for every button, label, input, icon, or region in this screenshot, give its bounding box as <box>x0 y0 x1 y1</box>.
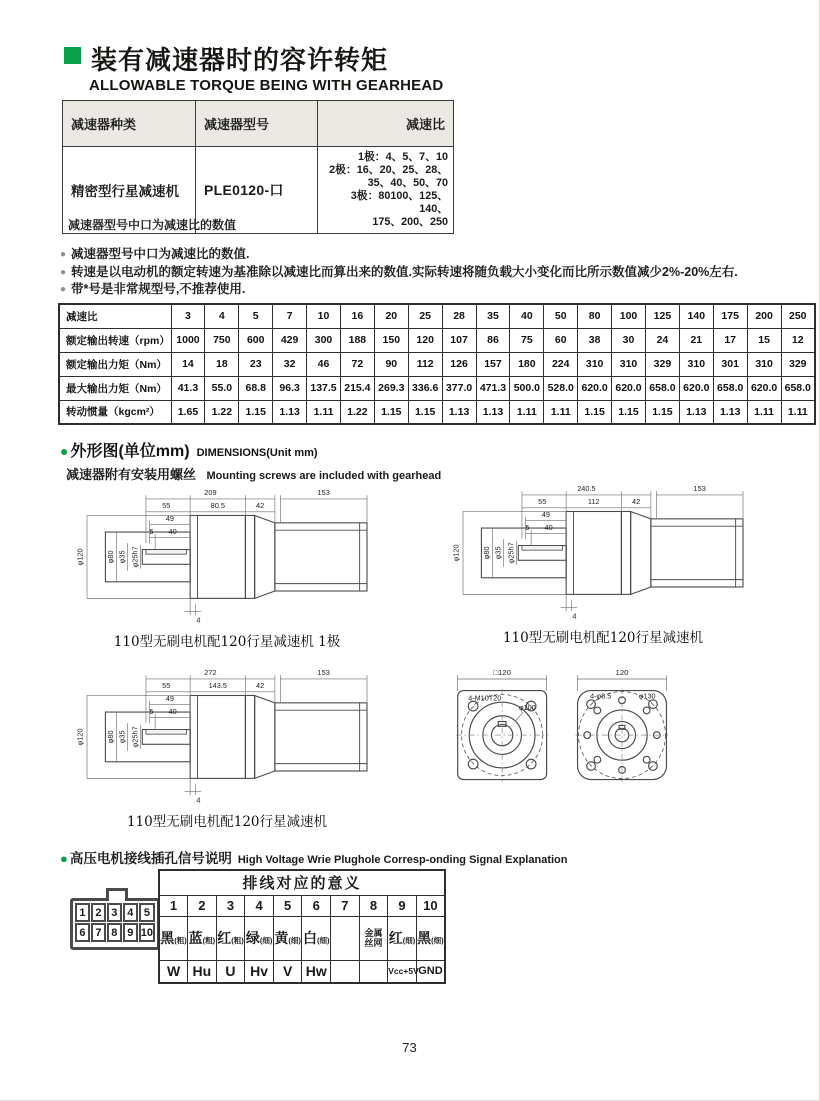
spec-cell: 18 <box>205 352 239 376</box>
dim-dia-boss: φ80 <box>105 730 115 744</box>
wiring-wire-thickness: (细) <box>259 936 273 945</box>
dim-total: 240.5 <box>577 484 596 494</box>
dim-e: 5 <box>149 526 154 536</box>
dimensions-sub-en: Mounting screws are included with gearhead <box>206 470 442 482</box>
ratio-line: 1极：4、5、7、10 <box>357 151 448 163</box>
drawing-2-caption: 110型无刷电机配120行星减速机 <box>502 630 704 646</box>
page-title: 装有减速器时的容许转矩 <box>91 45 389 75</box>
wiring-pin-number: 4 <box>245 895 274 916</box>
bullet-icon: ● <box>60 284 67 295</box>
dim-f: 40 <box>544 522 553 532</box>
spec-cell: 336.6 <box>408 376 442 400</box>
notes-list <box>60 246 738 299</box>
wiring-wire-color-text: 白 <box>303 930 318 946</box>
spec-cell: 21 <box>679 328 713 352</box>
spec-table-row <box>59 376 815 400</box>
connector-pin: 3 <box>107 903 122 922</box>
spec-cell: 658.0 <box>645 376 679 400</box>
drawing-3-caption: 110型无刷电机配120行星减速机 <box>126 814 328 830</box>
page-title-en: ALLOWABLE TORQUE BEING WITH GEARHEAD <box>89 77 444 94</box>
spec-cell: 329 <box>781 352 815 376</box>
wiring-pin-number-row <box>159 895 445 916</box>
dim-c: 42 <box>256 681 265 691</box>
spec-cell: 1.15 <box>612 400 646 424</box>
spec-table <box>58 303 816 425</box>
wiring-pin-number: 7 <box>331 895 360 916</box>
dim-total: 209 <box>204 488 217 498</box>
flange-front-views <box>438 650 690 795</box>
dim-f: 40 <box>168 706 177 716</box>
spec-cell: 250 <box>781 304 815 328</box>
spec-cell: 377.0 <box>442 376 476 400</box>
dim-dia-pilot: φ35 <box>117 730 127 744</box>
bullet-icon: ● <box>60 266 67 278</box>
wiring-wire-color-text: 红 <box>388 930 403 946</box>
wiring-wire-color-text: 黑 <box>417 930 432 946</box>
spec-cell: 329 <box>645 352 679 376</box>
wiring-heading <box>60 847 567 867</box>
note-text: 带*号是非常规型号,不推荐使用. <box>71 282 246 296</box>
spec-cell: 14 <box>171 352 205 376</box>
spec-cell: 157 <box>476 352 510 376</box>
spec-cell: 429 <box>273 328 307 352</box>
spec-cell: 188 <box>340 328 374 352</box>
connector-tab <box>106 888 128 901</box>
col-gearhead-type: 减速器种类 <box>63 101 196 147</box>
wiring-wire-color <box>331 916 360 960</box>
spec-cell: 750 <box>205 328 239 352</box>
dim-dia-shaft: φ25h7 <box>130 726 140 748</box>
spec-cell: 310 <box>612 352 646 376</box>
spec-cell: 120 <box>408 328 442 352</box>
spec-cell: 224 <box>544 352 578 376</box>
spec-cell: 23 <box>239 352 273 376</box>
wiring-wire-thickness: (细) <box>431 936 444 945</box>
spec-cell: 12 <box>781 328 815 352</box>
wiring-heading-en: High Voltage Wrie Plughole Corresp-onding Signal Explanation <box>237 854 568 866</box>
dimension-annotations <box>75 668 367 804</box>
spec-cell: 126 <box>442 352 476 376</box>
dim-dia-boss: φ80 <box>481 546 491 560</box>
spec-cell: 1.15 <box>645 400 679 424</box>
spec-cell: 500.0 <box>510 376 544 400</box>
spec-cell: 107 <box>442 328 476 352</box>
spec-cell: 1.11 <box>544 400 578 424</box>
spec-table-row <box>59 352 815 376</box>
spec-cell: 1.65 <box>171 400 205 424</box>
outline-geometry <box>481 511 743 594</box>
spec-cell: 112 <box>408 352 442 376</box>
dim-d: 49 <box>165 514 174 523</box>
spec-cell: 20 <box>374 304 408 328</box>
spec-cell: 1.22 <box>205 400 239 424</box>
spec-cell: 38 <box>578 328 612 352</box>
spec-cell: 1.15 <box>578 400 612 424</box>
spec-cell: 620.0 <box>679 376 713 400</box>
wiring-wire-color-text: 金属 <box>364 928 383 938</box>
spec-cell: 1.15 <box>374 400 408 424</box>
spec-cell: 41.3 <box>171 376 205 400</box>
dimensions-heading <box>60 438 318 461</box>
dim-dia-boss: φ80 <box>105 550 115 564</box>
spec-cell: 16 <box>340 304 374 328</box>
wiring-signal: U <box>216 960 245 983</box>
wiring-signal: V <box>273 960 302 983</box>
wiring-signal: GND <box>416 960 445 983</box>
green-bullet-icon: ● <box>60 851 68 866</box>
wiring-signal: Vcc+5V <box>388 960 417 983</box>
spec-cell: 5 <box>239 304 273 328</box>
spec-cell: 1.11 <box>781 400 815 424</box>
ratio-line: 3极：80100、125、140、 <box>350 190 448 215</box>
spec-table-row <box>59 400 815 424</box>
flange-size: □120 <box>493 668 511 678</box>
drawing-1-side-view <box>62 486 392 626</box>
wiring-wire-color-text: 黑 <box>160 930 175 946</box>
note-item <box>60 246 738 264</box>
spec-cell: 1.22 <box>340 400 374 424</box>
wiring-table-title: 排线对应的意义 <box>159 870 445 895</box>
spec-cell: 32 <box>273 352 307 376</box>
right-flange-geometry <box>576 689 669 782</box>
note-item <box>60 281 738 299</box>
dim-b: 80.5 <box>210 501 225 511</box>
ratio-line: 175、200、250 <box>372 216 448 228</box>
connector-pin: 10 <box>139 923 155 942</box>
wiring-wire-color <box>245 916 274 960</box>
gearhead-model: PLE0120-口 <box>196 147 318 234</box>
connector-pin: 7 <box>91 923 106 942</box>
spec-cell: 7 <box>273 304 307 328</box>
wiring-pin-number: 5 <box>273 895 302 916</box>
wiring-wire-color <box>159 916 188 960</box>
wiring-wire-color <box>388 916 417 960</box>
gearhead-table-footnote: 减速器型号中口为减速比的数值 <box>68 218 237 232</box>
spec-cell: 1.13 <box>273 400 307 424</box>
dim-offset: 4 <box>196 795 201 805</box>
note-text: 减速器型号中口为减速比的数值. <box>71 247 250 261</box>
dim-motor-length: 153 <box>693 484 706 494</box>
wiring-wire-color-text: 丝网 <box>364 938 383 948</box>
spec-cell: 137.5 <box>307 376 341 400</box>
spec-cell: 1.13 <box>679 400 713 424</box>
spec-cell: 35 <box>476 304 510 328</box>
wiring-wire-thickness: (粗) <box>202 936 216 945</box>
drawing-3-side-view <box>62 666 392 806</box>
dim-dia-pilot: φ35 <box>493 546 503 560</box>
spec-cell: 90 <box>374 352 408 376</box>
dim-dia-outer: φ120 <box>75 728 85 746</box>
green-bullet-icon: ● <box>60 443 69 459</box>
spec-cell: 658.0 <box>781 376 815 400</box>
wiring-signal: Hw <box>302 960 331 983</box>
bullet-icon: ● <box>60 249 67 260</box>
wiring-color-row <box>159 916 445 960</box>
dimensions-heading-en: DIMENSIONS(Unit mm) <box>196 447 318 459</box>
spec-cell: 46 <box>307 352 341 376</box>
dimension-annotations <box>75 488 367 624</box>
wiring-wire-color <box>273 916 302 960</box>
page-number: 73 <box>402 1040 417 1055</box>
spec-cell: 100 <box>612 304 646 328</box>
spec-cell: 30 <box>612 328 646 352</box>
wiring-wire-color <box>359 916 388 960</box>
connector-pin: 1 <box>75 903 90 922</box>
spec-cell: 200 <box>747 304 781 328</box>
spec-cell: 215.4 <box>340 376 374 400</box>
connector-pin: 4 <box>123 903 138 922</box>
dim-d: 49 <box>541 510 550 519</box>
note-text: 转速是以电动机的额定转速为基准除以减速比而算出来的数值.实际转速将随负载大小变化而比所示数值减少2%-20%左右. <box>71 264 738 279</box>
spec-cell: 72 <box>340 352 374 376</box>
spec-cell: 1.11 <box>747 400 781 424</box>
spec-cell: 1.13 <box>476 400 510 424</box>
spec-cell: 25 <box>408 304 442 328</box>
dim-b: 143.5 <box>208 681 228 691</box>
wiring-pin-number: 2 <box>188 895 217 916</box>
spec-cell: 471.3 <box>476 376 510 400</box>
col-reduction-ratio: 减速比 <box>318 101 454 147</box>
spec-cell: 1.11 <box>307 400 341 424</box>
wiring-wire-thickness: (细) <box>402 936 416 945</box>
dimensions-subheading <box>66 464 441 484</box>
wiring-wire-color-text: 黄 <box>274 930 289 946</box>
dimensions-sub-zh: 减速器附有安装用螺丝 <box>66 467 197 482</box>
wiring-signal: Hv <box>245 960 274 983</box>
wiring-wire-color-text: 红 <box>217 930 232 946</box>
dim-motor-length: 153 <box>317 488 330 498</box>
dim-a: 55 <box>162 501 171 511</box>
wiring-pin-number: 10 <box>416 895 445 916</box>
wiring-heading-zh: 高压电机接线插孔信号说明 <box>69 851 232 866</box>
spec-cell: 3 <box>171 304 205 328</box>
spec-cell: 1.13 <box>713 400 747 424</box>
dim-e: 5 <box>149 706 154 716</box>
flange-size: 120 <box>615 668 629 678</box>
spec-cell: 24 <box>645 328 679 352</box>
dim-e: 5 <box>525 522 530 532</box>
dim-dia-pilot: φ35 <box>117 550 127 564</box>
connector-pin: 9 <box>123 923 138 942</box>
gearhead-type: 精密型行星减速机 <box>63 147 196 234</box>
connector-pin: 6 <box>75 923 90 942</box>
spec-cell: 140 <box>679 304 713 328</box>
dim-offset: 4 <box>572 611 577 621</box>
spec-cell: 55.0 <box>205 376 239 400</box>
spec-cell: 40 <box>510 304 544 328</box>
spec-cell: 80 <box>578 304 612 328</box>
spec-cell: 1.15 <box>239 400 273 424</box>
spec-cell: 1.15 <box>408 400 442 424</box>
wiring-signal-row <box>159 960 445 983</box>
dim-dia-shaft: φ25h7 <box>130 546 140 568</box>
connector-pin: 5 <box>139 903 155 922</box>
wiring-signal: W <box>159 960 188 983</box>
spec-cell: 86 <box>476 328 510 352</box>
flange-holes: 4-M10T20 <box>468 693 502 703</box>
wiring-signal <box>359 960 388 983</box>
ratio-line: 2极：16、20、25、28、 <box>329 164 448 176</box>
spec-cell: 28 <box>442 304 476 328</box>
connector-pin: 2 <box>91 903 106 922</box>
drawing-1-caption: 110型无刷电机配120行星减速机 1极 <box>113 634 341 650</box>
page-title-block <box>64 40 388 77</box>
spec-cell: 310 <box>679 352 713 376</box>
wiring-wire-color <box>216 916 245 960</box>
dim-motor-length: 153 <box>317 668 330 678</box>
spec-row-label: 最大输出力矩（Nm） <box>59 376 171 400</box>
green-square-icon <box>64 47 81 64</box>
spec-cell: 15 <box>747 328 781 352</box>
gearhead-table <box>62 100 454 234</box>
drawing-1-block <box>62 486 392 650</box>
dimensions-heading-zh: 外形图(单位mm) <box>70 443 190 460</box>
spec-cell: 620.0 <box>578 376 612 400</box>
wiring-wire-thickness: (细) <box>317 936 330 945</box>
dim-total: 272 <box>204 668 217 678</box>
spec-cell: 620.0 <box>747 376 781 400</box>
drawing-2-side-view <box>438 482 768 622</box>
wiring-wire-thickness: (粗) <box>174 936 187 945</box>
spec-cell: 658.0 <box>713 376 747 400</box>
dim-dia-outer: φ120 <box>75 548 85 566</box>
spec-cell: 125 <box>645 304 679 328</box>
wiring-title-row <box>159 870 445 895</box>
dim-f: 40 <box>168 526 177 536</box>
dim-dia-shaft: φ25h7 <box>506 542 516 564</box>
flange-bolt-circle: φ130 <box>638 691 656 701</box>
connector-diagram <box>70 898 160 950</box>
dim-b: 112 <box>587 497 600 507</box>
dim-dia-outer: φ120 <box>451 544 461 562</box>
spec-cell: 96.3 <box>273 376 307 400</box>
connector-pin-grid <box>73 901 157 944</box>
dimension-annotations <box>451 484 743 620</box>
spec-cell: 50 <box>544 304 578 328</box>
spec-cell: 600 <box>239 328 273 352</box>
spec-cell: 300 <box>307 328 341 352</box>
wiring-wire-color <box>302 916 331 960</box>
spec-cell: 310 <box>747 352 781 376</box>
drawing-2-block <box>438 482 768 646</box>
wiring-pin-number: 6 <box>302 895 331 916</box>
drawing-4-block <box>438 650 690 795</box>
spec-cell: 1000 <box>171 328 205 352</box>
dim-a: 55 <box>538 497 547 507</box>
spec-cell: 180 <box>510 352 544 376</box>
wiring-wire-color <box>188 916 217 960</box>
spec-cell: 620.0 <box>612 376 646 400</box>
spec-cell: 10 <box>307 304 341 328</box>
wiring-table <box>158 869 446 984</box>
spec-cell: 150 <box>374 328 408 352</box>
flange-bolt-circle: φ100 <box>518 702 536 712</box>
drawing-3-block <box>62 666 392 830</box>
dim-d: 49 <box>165 694 174 703</box>
spec-cell: 528.0 <box>544 376 578 400</box>
connector-pin: 8 <box>107 923 122 942</box>
wiring-wire-thickness: (粗) <box>231 936 244 945</box>
wiring-pin-number: 3 <box>216 895 245 916</box>
spec-cell: 60 <box>544 328 578 352</box>
spec-row-label: 额定输出力矩（Nm） <box>59 352 171 376</box>
wiring-wire-thickness: (细) <box>288 936 301 945</box>
spec-row-label: 减速比 <box>59 304 171 328</box>
spec-cell: 4 <box>205 304 239 328</box>
spec-cell: 68.8 <box>239 376 273 400</box>
wiring-wire-color-text: 蓝 <box>188 930 203 946</box>
spec-cell: 175 <box>713 304 747 328</box>
outline-geometry <box>105 695 367 778</box>
flange-holes: 4-φ8.5 <box>590 691 612 701</box>
spec-cell: 1.11 <box>510 400 544 424</box>
spec-cell: 17 <box>713 328 747 352</box>
wiring-signal <box>331 960 360 983</box>
wiring-pin-number: 8 <box>359 895 388 916</box>
wiring-signal: Hu <box>188 960 217 983</box>
spec-row-label: 转动惯量（kgcm²） <box>59 400 171 424</box>
spec-cell: 301 <box>713 352 747 376</box>
spec-cell: 310 <box>578 352 612 376</box>
ratio-line: 35、40、50、70 <box>367 177 448 189</box>
outline-geometry <box>105 515 367 598</box>
spec-table-row <box>59 304 815 328</box>
spec-cell: 269.3 <box>374 376 408 400</box>
spec-cell: 75 <box>510 328 544 352</box>
wiring-wire-color <box>416 916 445 960</box>
col-gearhead-model: 减速器型号 <box>196 101 318 147</box>
spec-row-label: 额定输出转速（rpm） <box>59 328 171 352</box>
gearhead-table-header-row <box>63 101 454 147</box>
spec-cell: 1.13 <box>442 400 476 424</box>
dim-a: 55 <box>162 681 171 691</box>
dim-c: 42 <box>632 497 641 507</box>
wiring-pin-number: 1 <box>159 895 188 916</box>
gearhead-ratios <box>318 147 454 234</box>
wiring-pin-number: 9 <box>388 895 417 916</box>
dim-c: 42 <box>256 501 265 511</box>
note-item <box>60 264 738 282</box>
wiring-wire-color-text: 绿 <box>245 930 260 946</box>
dim-offset: 4 <box>196 615 201 625</box>
spec-table-row <box>59 328 815 352</box>
